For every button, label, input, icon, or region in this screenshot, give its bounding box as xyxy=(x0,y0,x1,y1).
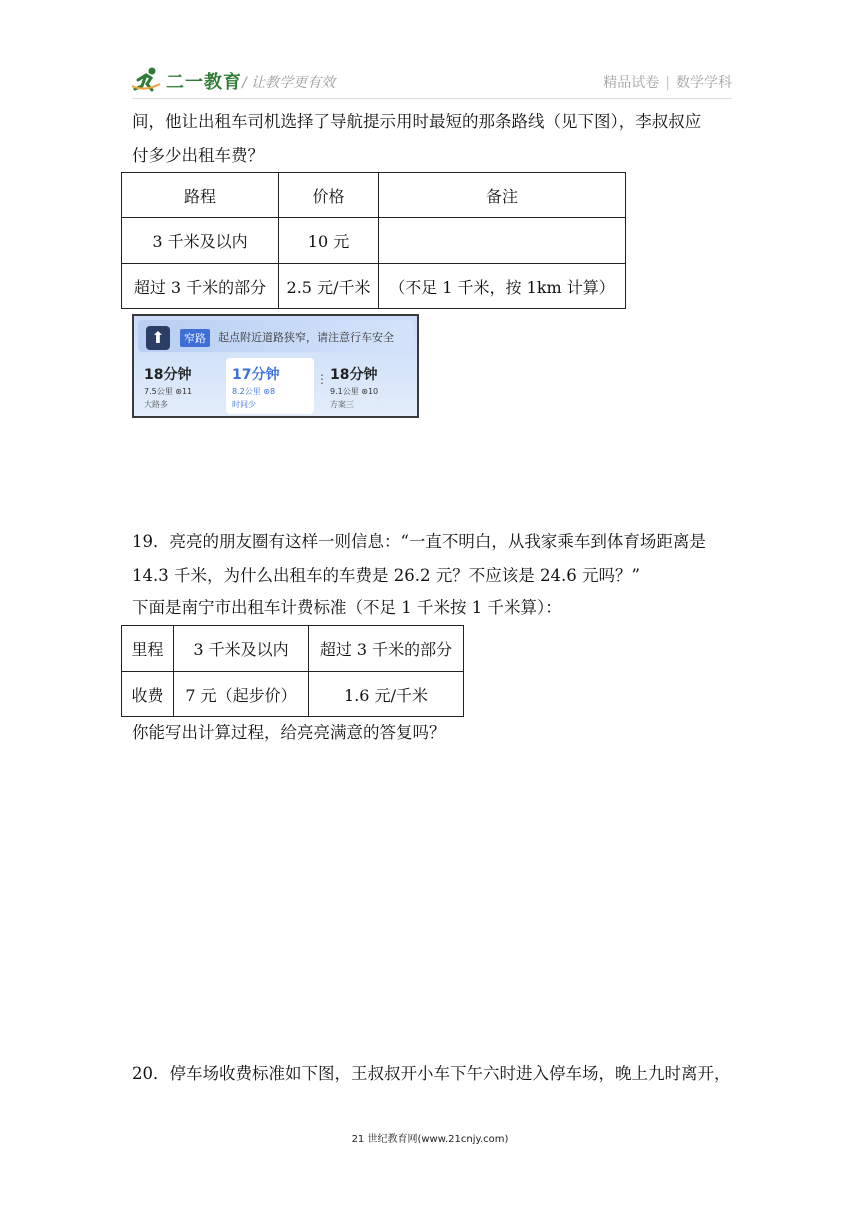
header-label-subject: 数学学科 xyxy=(676,75,732,91)
road-arrow-icon: ⬆ xyxy=(146,326,170,350)
table-cell: 收费 xyxy=(122,672,174,717)
logo-text: 二一教育 xyxy=(166,72,242,93)
q18-text-line2: 付多少出租车费？ xyxy=(132,146,264,165)
route-time: 18分钟 xyxy=(330,367,378,383)
table-row xyxy=(122,626,464,672)
table-row xyxy=(122,264,626,309)
narrow-road-warning: 起点附近道路狭窄，请注意行车安全 xyxy=(218,331,394,344)
table-header-cell: 路程 xyxy=(122,173,279,218)
header-rule xyxy=(132,98,732,99)
table-cell: 超过 3 千米的部分 xyxy=(122,264,279,309)
table-cell: 里程 xyxy=(122,626,174,672)
table-cell: （不足 1 千米，按 1km 计算） xyxy=(379,264,626,309)
table-cell xyxy=(379,218,626,264)
table-cell: 10 元 xyxy=(279,218,379,264)
route-tag: 时间少 xyxy=(232,400,256,409)
table-header-cell: 备注 xyxy=(379,173,626,218)
table-cell: 3 千米及以内 xyxy=(122,218,279,264)
runner-logo-icon xyxy=(132,66,162,92)
header-separator: | xyxy=(665,75,670,91)
table-header-cell: 价格 xyxy=(279,173,379,218)
taxi-fare-table xyxy=(121,172,626,309)
header-subject xyxy=(603,72,732,92)
route-time: 17分钟 xyxy=(232,367,280,383)
route-option-1 xyxy=(138,358,226,414)
more-dots-icon: ⋮ xyxy=(316,372,328,386)
route-info: 9.1公里 ⊛10 xyxy=(330,387,379,396)
table-cell: 2.5 元/千米 xyxy=(279,264,379,309)
route-tag: 大路多 xyxy=(144,400,168,409)
route-info: 8.2公里 ⊛8 xyxy=(232,387,276,396)
q19-text-line2: 14.3 千米，为什么出租车的车费是 26.2 元？不应该是 24.6 元吗？” xyxy=(132,566,640,585)
navigation-routes-image xyxy=(132,314,419,418)
table-header-row xyxy=(122,173,626,218)
table-row xyxy=(122,672,464,717)
q19-question: 你能写出计算过程，给亮亮满意的答复吗？ xyxy=(132,723,446,742)
route-option-3 xyxy=(324,358,412,414)
table-row xyxy=(122,218,626,264)
table-cell: 超过 3 千米的部分 xyxy=(309,626,464,672)
narrow-road-badge: 窄路 xyxy=(180,329,210,347)
table-cell: 1.6 元/千米 xyxy=(309,672,464,717)
page-footer: 21 世纪教育网(www.21cnjy.com) xyxy=(351,1134,509,1145)
route-tag: 方案三 xyxy=(330,400,354,409)
narrow-road-banner xyxy=(138,320,413,352)
q19-text-line3: 下面是南宁市出租车计费标准（不足 1 千米按 1 千米算）： xyxy=(132,598,562,617)
route-time: 18分钟 xyxy=(144,367,192,383)
slogan: / 让教学更有效 xyxy=(242,75,336,91)
nanning-fare-table xyxy=(121,625,464,717)
q20-text-line1: 20．停车场收费标准如下图，王叔叔开小车下午六时进入停车场，晚上九时离开， xyxy=(132,1064,731,1083)
page-header xyxy=(132,62,732,102)
route-option-2 xyxy=(226,358,314,414)
q19-text-line1: 19．亮亮的朋友圈有这样一则信息：“一直不明白，从我家乘车到体育场距离是 xyxy=(132,532,706,551)
header-label-quality: 精品试卷 xyxy=(603,75,660,91)
table-cell: 3 千米及以内 xyxy=(174,626,309,672)
q18-text-line1: 间，他让出租车司机选择了导航提示用时最短的那条路线（见下图），李叔叔应 xyxy=(132,112,702,131)
route-info: 7.5公里 ⊛11 xyxy=(144,387,193,396)
table-cell: 7 元（起步价） xyxy=(174,672,309,717)
